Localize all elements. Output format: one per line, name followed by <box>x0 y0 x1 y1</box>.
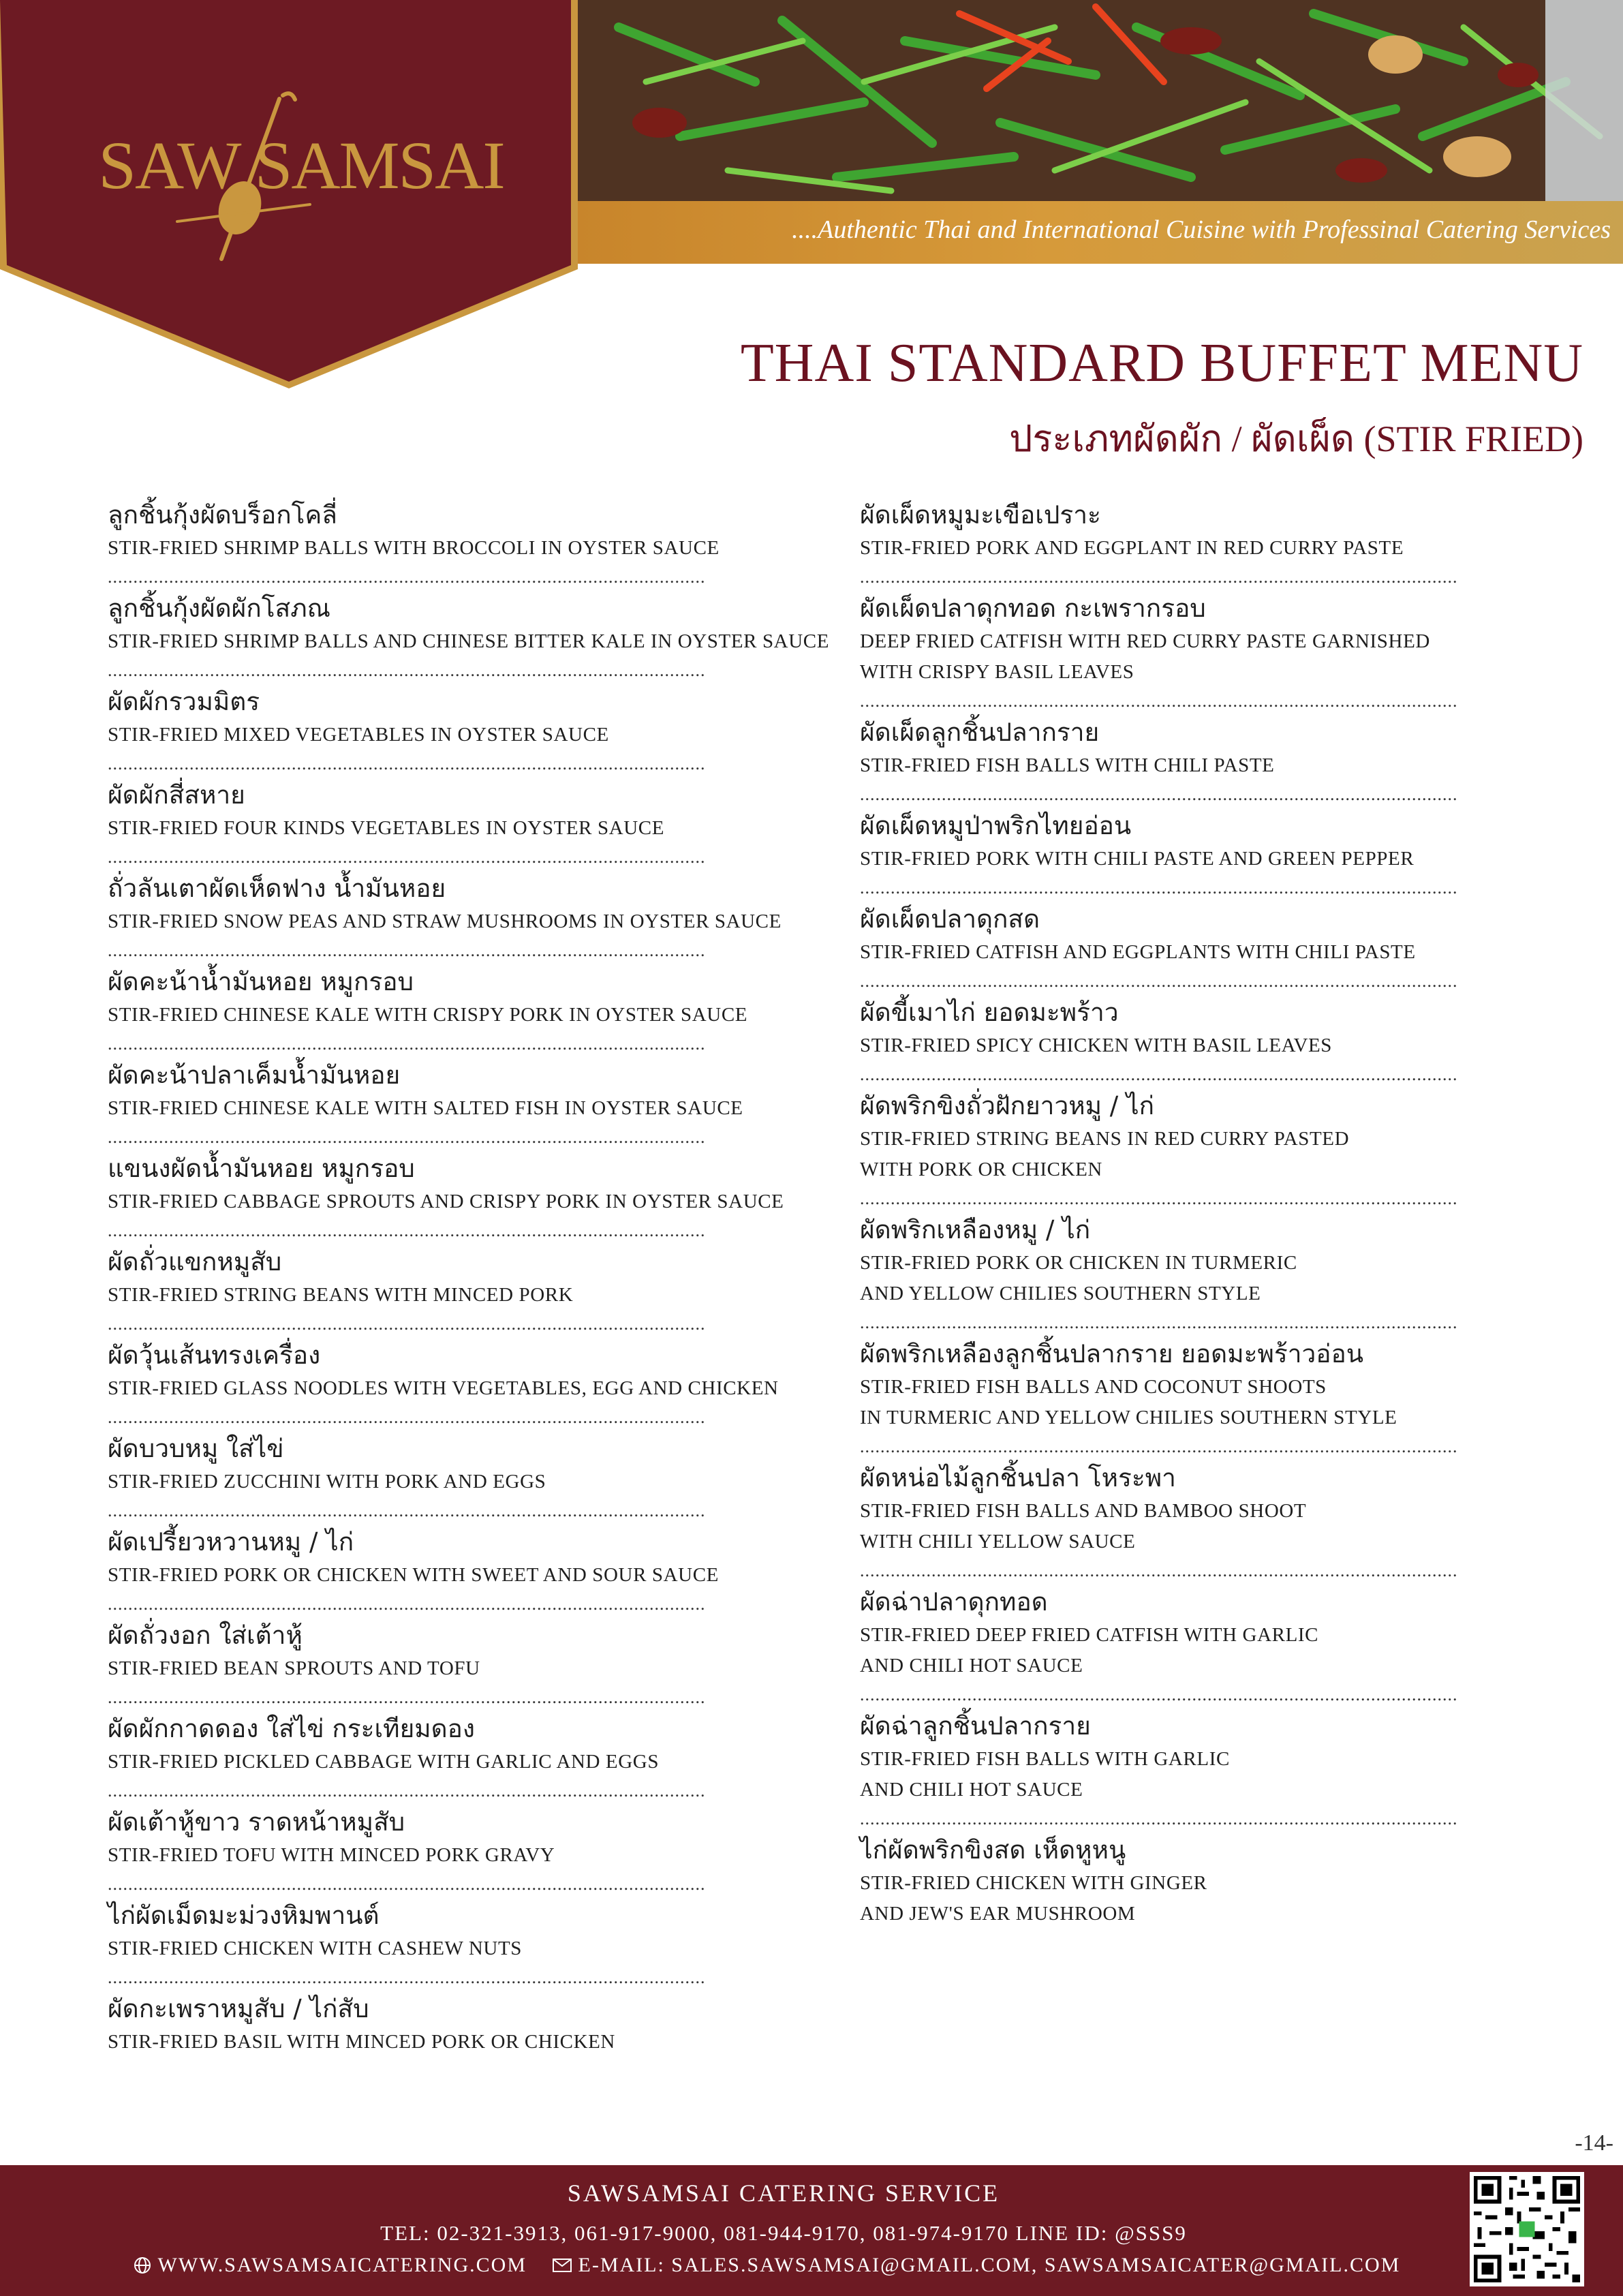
menu-item <box>108 1805 721 1898</box>
item-english-name: STIR-FRIED BEAN SPROUTS AND TOFU <box>108 1657 480 1679</box>
item-thai-name: ไก่ผัดพริกขิงสด เห็ดหูหนู <box>860 1835 1126 1865</box>
footer-contact <box>134 2252 1400 2277</box>
item-english-name: STIR-FRIED SNOW PEAS AND STRAW MUSHROOMS IN OYSTER SAUCE <box>108 910 782 932</box>
item-english-name: STIR-FRIED CABBAGE SPROUTS AND CRISPY PORK IN OYSTER SAUCE <box>108 1191 784 1212</box>
item-english-name-line2: WITH CHILI YELLOW SAUCE <box>860 1531 1136 1552</box>
item-english-name: STIR-FRIED SHRIMP BALLS WITH BROCCOLI IN OYSTER SAUCE <box>108 537 720 559</box>
item-english-name: STIR-FRIED SHRIMP BALLS AND CHINESE BITTER KALE IN OYSTER SAUCE <box>108 630 830 652</box>
dotted-divider: ..................................................................................................................... <box>860 971 1458 991</box>
dotted-divider: ..................................................................................................................... <box>108 1407 706 1427</box>
item-thai-name: ไก่ผัดเม็ดมะม่วงหิมพานต์ <box>108 1901 380 1930</box>
brand-logo: SAW SAMSAI <box>98 127 504 203</box>
tagline: ....Authentic Thai and International Cuisine with Professinal Catering Services <box>792 215 1611 244</box>
menu-column-right <box>860 498 1487 1929</box>
item-english-name: STIR-FRIED PORK OR CHICKEN WITH SWEET AND SOUR SAUCE <box>108 1564 719 1586</box>
item-thai-name: ผัดฉ่าลูกชิ้นปลากราย <box>860 1711 1091 1741</box>
item-thai-name: ผัดผักสี่สหาย <box>108 780 245 810</box>
item-english-name: STIR-FRIED CHINESE KALE WITH CRISPY PORK IN OYSTER SAUCE <box>108 1004 748 1026</box>
dotted-divider: ..................................................................................................................... <box>860 1561 1458 1580</box>
dotted-divider: ..................................................................................................................... <box>108 1594 706 1614</box>
item-english-name: STIR-FRIED SPICY CHICKEN WITH BASIL LEAVES <box>860 1035 1333 1056</box>
item-thai-name: ผัดเผ็ดปลาดุกทอด กะเพรากรอบ <box>860 594 1206 623</box>
menu-item <box>860 1585 1487 1709</box>
item-english-name: STIR-FRIED CATFISH AND EGGPLANTS WITH CHILI PASTE <box>860 941 1416 963</box>
item-thai-name: ผัดเผ็ดลูกชิ้นปลากราย <box>860 718 1100 747</box>
item-thai-name: ผัดขี้เมาไก่ ยอดมะพร้าว <box>860 998 1119 1027</box>
menu-item <box>860 1460 1487 1585</box>
menu-item <box>108 1058 743 1151</box>
dotted-divider: ..................................................................................................................... <box>108 1687 706 1707</box>
item-english-name: STIR-FRIED PICKLED CABBAGE WITH GARLIC AND EGGS <box>108 1751 660 1773</box>
item-thai-name: ผัดวุ้นเส้นทรงเครื่อง <box>108 1341 321 1370</box>
item-thai-name: ผัดคะน้าน้ำมันหอย หมูกรอบ <box>108 967 414 996</box>
dotted-divider: ..................................................................................................................... <box>860 784 1458 804</box>
email-link[interactable]: E-MAIL: SALES.SAWSAMSAI@GMAIL.COM, SAWSAMSAICATER@GMAIL.COM <box>578 2254 1401 2277</box>
item-thai-name: ผัดหน่อไม้ลูกชิ้นปลา โหระพา <box>860 1463 1176 1493</box>
dotted-divider: ..................................................................................................................... <box>860 1065 1458 1084</box>
dotted-divider: ..................................................................................................................... <box>860 1809 1458 1828</box>
item-thai-name: ถั่วลันเตาผัดเห็ดฟาง น้ำมันหอย <box>108 874 446 903</box>
dotted-divider: ..................................................................................................................... <box>108 1221 706 1240</box>
page-subtitle: ประเภทผัดผัก / ผัดเผ็ด (STIR FRIED) <box>1009 418 1583 459</box>
item-thai-name: ผัดถั่วงอก ใส่เต้าหู้ <box>108 1621 303 1650</box>
item-thai-name: ผัดพริกเหลืองลูกชิ้นปลากราย ยอดมะพร้าวอ่อน <box>860 1339 1364 1368</box>
item-english-name: STIR-FRIED FISH BALLS WITH GARLIC <box>860 1748 1230 1770</box>
item-english-name-line2: AND CHILI HOT SAUCE <box>860 1655 1083 1677</box>
qr-code <box>1470 2172 1584 2286</box>
item-english-name: STIR-FRIED BASIL WITH MINCED PORK OR CHICKEN <box>108 2031 615 2053</box>
item-thai-name: ผัดเผ็ดหมูป่าพริกไทยอ่อน <box>860 811 1132 840</box>
item-thai-name: แขนงผัดน้ำมันหอย หมูกรอบ <box>108 1154 415 1183</box>
item-english-name-line2: AND CHILI HOT SAUCE <box>860 1779 1083 1801</box>
item-english-name-line2: AND YELLOW CHILIES SOUTHERN STYLE <box>860 1283 1261 1304</box>
item-thai-name: ลูกชิ้นกุ้งผัดบร็อกโคลี่ <box>108 500 337 530</box>
item-english-name: STIR-FRIED PORK AND EGGPLANT IN RED CURRY PASTE <box>860 537 1404 559</box>
item-english-name: STIR-FRIED FISH BALLS WITH CHILI PASTE <box>860 754 1275 776</box>
item-english-name: STIR-FRIED FISH BALLS AND BAMBOO SHOOT <box>860 1500 1307 1522</box>
menu-item <box>860 1833 1487 1929</box>
menu-item <box>108 1898 721 1991</box>
dotted-divider: ..................................................................................................................... <box>108 1127 706 1147</box>
menu-item <box>860 1709 1487 1833</box>
item-thai-name: ผัดพริกขิงถั่วฝักยาวหมู / ไก่ <box>860 1091 1155 1120</box>
dotted-divider: ..................................................................................................................... <box>860 1313 1458 1332</box>
footer-title: SAWSAMSAI CATERING SERVICE <box>567 2179 1000 2207</box>
website-link[interactable]: WWW.SAWSAMSAICATERING.COM <box>157 2254 527 2277</box>
dotted-divider: ..................................................................................................................... <box>108 754 706 774</box>
item-thai-name: ผัดกะเพราหมูสับ / ไก่สับ <box>108 1994 369 2023</box>
tagline-bar <box>578 201 1623 264</box>
item-thai-name: ผัดเปรี้ยวหวานหมู / ไก่ <box>108 1527 354 1557</box>
menu-item <box>108 498 721 591</box>
item-thai-name: ผัดเผ็ดปลาดุกสด <box>860 904 1040 934</box>
item-thai-name: ผัดเต้าหู้ขาว ราดหน้าหมูสับ <box>108 1807 405 1837</box>
item-english-name: STIR-FRIED GLASS NOODLES WITH VEGETABLES, EGG AND CHICKEN <box>108 1377 779 1399</box>
dotted-divider: ..................................................................................................................... <box>108 847 706 867</box>
dotted-divider: ..................................................................................................................... <box>860 878 1458 898</box>
menu-item <box>108 1525 721 1618</box>
item-english-name-line2: IN TURMERIC AND YELLOW CHILIES SOUTHERN STYLE <box>860 1407 1397 1428</box>
item-english-name: DEEP FRIED CATFISH WITH RED CURRY PASTE GARNISHED <box>860 630 1430 652</box>
menu-item <box>860 591 1487 715</box>
item-english-name-line2: WITH PORK OR CHICKEN <box>860 1159 1102 1180</box>
menu-item <box>860 498 1487 591</box>
dotted-divider: ..................................................................................................................... <box>108 1874 706 1894</box>
item-english-name: STIR-FRIED CHICKEN WITH GINGER <box>860 1872 1207 1894</box>
item-english-name: STIR-FRIED STRING BEANS WITH MINCED PORK <box>108 1284 574 1306</box>
menu-item <box>108 1338 779 1431</box>
menu-item <box>860 902 1487 995</box>
footer-phone: TEL: 02-321-3913, 061-917-9000, 081-944-9170, 081-974-9170 LINE ID: @SSS9 <box>380 2221 1187 2245</box>
menu-item <box>108 778 721 871</box>
item-english-name: STIR-FRIED TOFU WITH MINCED PORK GRAVY <box>108 1844 555 1866</box>
menu-item <box>108 1244 721 1338</box>
menu-item <box>860 808 1487 902</box>
item-thai-name: ผัดบวบหมู ใส่ไข่ <box>108 1434 284 1463</box>
item-english-name: STIR-FRIED DEEP FRIED CATFISH WITH GARLIC <box>860 1624 1319 1646</box>
menu-item <box>860 995 1487 1088</box>
dotted-divider: ..................................................................................................................... <box>860 1189 1458 1208</box>
item-english-name-line2: WITH CRISPY BASIL LEAVES <box>860 661 1134 683</box>
item-english-name: STIR-FRIED CHICKEN WITH CASHEW NUTS <box>108 1938 522 1959</box>
dotted-divider: ..................................................................................................................... <box>860 691 1458 711</box>
envelope-icon <box>553 2258 572 2273</box>
item-english-name: STIR-FRIED FOUR KINDS VEGETABLES IN OYSTER SAUCE <box>108 817 665 839</box>
dotted-divider: ..................................................................................................................... <box>108 1781 706 1801</box>
menu-item <box>108 1991 721 2057</box>
dotted-divider: ..................................................................................................................... <box>108 660 706 680</box>
footer <box>0 2165 1623 2296</box>
item-english-name: STIR-FRIED PORK OR CHICKEN IN TURMERIC <box>860 1252 1297 1274</box>
menu-item <box>108 1151 784 1244</box>
dotted-divider: ..................................................................................................................... <box>108 567 706 587</box>
dotted-divider: ..................................................................................................................... <box>860 1437 1458 1456</box>
menu-item <box>108 871 782 964</box>
item-english-name: STIR-FRIED FISH BALLS AND COCONUT SHOOTS <box>860 1376 1327 1398</box>
page-title: THAI STANDARD BUFFET MENU <box>740 333 1583 393</box>
item-thai-name: ผัดคะน้าปลาเค็มน้ำมันหอย <box>108 1060 401 1090</box>
food-photo <box>578 0 1623 201</box>
menu-column-left <box>108 498 830 2057</box>
item-thai-name: ลูกชิ้นกุ้งผัดผักโสภณ <box>108 594 330 623</box>
menu-item <box>108 1618 721 1711</box>
menu-item <box>108 1711 721 1805</box>
menu-item <box>108 964 748 1058</box>
item-thai-name: ผัดพริกเหลืองหมู / ไก่ <box>860 1215 1091 1244</box>
dotted-divider: ..................................................................................................................... <box>860 567 1458 587</box>
dotted-divider: ..................................................................................................................... <box>108 1314 706 1334</box>
dotted-divider: ..................................................................................................................... <box>108 1968 706 1987</box>
item-english-name: STIR-FRIED CHINESE KALE WITH SALTED FISH IN OYSTER SAUCE <box>108 1097 743 1119</box>
menu-item <box>108 591 830 684</box>
item-english-name: STIR-FRIED ZUCCHINI WITH PORK AND EGGS <box>108 1471 546 1493</box>
dotted-divider: ..................................................................................................................... <box>860 1685 1458 1704</box>
item-thai-name: ผัดผักรวมมิตร <box>108 687 260 716</box>
item-thai-name: ผัดถั่วแขกหมูสับ <box>108 1247 282 1276</box>
item-english-name: STIR-FRIED STRING BEANS IN RED CURRY PASTED <box>860 1128 1350 1150</box>
menu-item <box>860 1212 1487 1336</box>
item-english-name-line2: AND JEW'S EAR MUSHROOM <box>860 1903 1136 1925</box>
item-thai-name: ผัดฉ่าปลาดุกทอด <box>860 1587 1048 1617</box>
dotted-divider: ..................................................................................................................... <box>108 1034 706 1054</box>
menu-item <box>108 684 721 778</box>
page-number: -14- <box>1575 2130 1613 2156</box>
menu-item <box>108 1431 721 1525</box>
item-thai-name: ผัดผักกาดดอง ใส่ไข่ กระเทียมดอง <box>108 1714 475 1743</box>
menu-item <box>860 1088 1487 1212</box>
globe-icon <box>134 2256 151 2274</box>
menu-item <box>860 715 1487 808</box>
menu-item <box>860 1336 1487 1460</box>
dotted-divider: ..................................................................................................................... <box>108 1501 706 1520</box>
item-english-name: STIR-FRIED PORK WITH CHILI PASTE AND GREEN PEPPER <box>860 848 1415 870</box>
item-english-name: STIR-FRIED MIXED VEGETABLES IN OYSTER SAUCE <box>108 724 609 746</box>
item-thai-name: ผัดเผ็ดหมูมะเขือเปราะ <box>860 500 1101 530</box>
dotted-divider: ..................................................................................................................... <box>108 940 706 960</box>
